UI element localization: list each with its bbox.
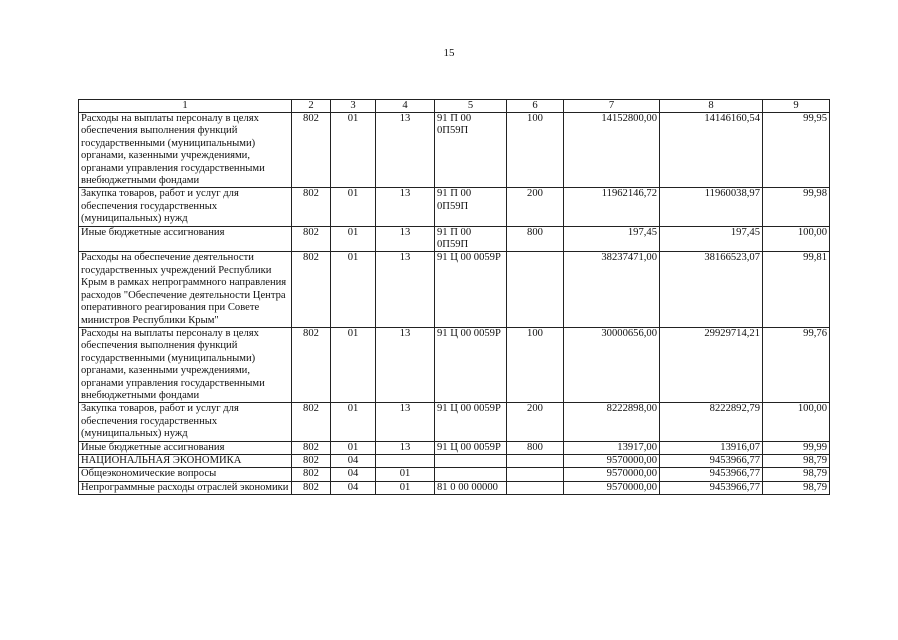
subsection-code: 13 — [376, 441, 435, 454]
header-cell-3: 3 — [331, 100, 376, 113]
table-row — [79, 327, 830, 402]
header-cell-1: 1 — [79, 100, 292, 113]
section-code: 01 — [331, 226, 376, 252]
ministry-code: 802 — [292, 468, 331, 481]
target-article-code: 91 П 00 0П59П — [435, 188, 507, 226]
expense-type-code: 800 — [507, 441, 564, 454]
section-code: 01 — [331, 327, 376, 402]
execution-percent: 98,79 — [763, 481, 830, 494]
ministry-code: 802 — [292, 188, 331, 226]
expense-name: НАЦИОНАЛЬНАЯ ЭКОНОМИКА — [79, 454, 292, 467]
subsection-code: 01 — [376, 468, 435, 481]
execution-percent: 99,76 — [763, 327, 830, 402]
subsection-code: 13 — [376, 327, 435, 402]
table-row — [79, 481, 830, 494]
planned-amount: 38237471,00 — [564, 252, 660, 327]
section-code: 01 — [331, 113, 376, 188]
target-article-code: 91 П 00 0П59П — [435, 226, 507, 252]
header-cell-4: 4 — [376, 100, 435, 113]
subsection-code: 13 — [376, 188, 435, 226]
executed-amount: 38166523,07 — [660, 252, 763, 327]
header-cell-2: 2 — [292, 100, 331, 113]
expense-type-code: 100 — [507, 113, 564, 188]
expense-type-code — [507, 481, 564, 494]
section-code: 04 — [331, 454, 376, 467]
expense-name: Общеэкономические вопросы — [79, 468, 292, 481]
expense-type-code: 800 — [507, 226, 564, 252]
planned-amount: 197,45 — [564, 226, 660, 252]
target-article-code: 91 Ц 00 0059Р — [435, 403, 507, 441]
section-code: 01 — [331, 252, 376, 327]
budget-table — [78, 99, 830, 495]
planned-amount: 9570000,00 — [564, 468, 660, 481]
expense-name: Расходы на выплаты персоналу в целях обеспечения выполнения функций государственными (муниципальными) органами, казенными учреждениями, органами управления государственными внебюджетными фондами — [79, 113, 292, 188]
table-row — [79, 441, 830, 454]
expense-name: Расходы на выплаты персоналу в целях обеспечения выполнения функций государственными (муниципальными) органами, казенными учреждениями, органами управления государственными внебюджетными фондами — [79, 327, 292, 402]
header-row — [79, 100, 830, 113]
expense-name: Иные бюджетные ассигнования — [79, 441, 292, 454]
expense-type-code: 200 — [507, 403, 564, 441]
subsection-code — [376, 454, 435, 467]
planned-amount: 8222898,00 — [564, 403, 660, 441]
section-code: 01 — [331, 403, 376, 441]
executed-amount: 9453966,77 — [660, 468, 763, 481]
ministry-code: 802 — [292, 454, 331, 467]
page-number: 15 — [443, 47, 455, 59]
ministry-code: 802 — [292, 481, 331, 494]
header-cell-8: 8 — [660, 100, 763, 113]
ministry-code: 802 — [292, 327, 331, 402]
execution-percent: 99,95 — [763, 113, 830, 188]
planned-amount: 9570000,00 — [564, 454, 660, 467]
ministry-code: 802 — [292, 403, 331, 441]
table-row — [79, 468, 830, 481]
expense-type-code — [507, 454, 564, 467]
expense-type-code: 100 — [507, 327, 564, 402]
target-article-code: 91 Ц 00 0059Р — [435, 252, 507, 327]
header-cell-6: 6 — [507, 100, 564, 113]
target-article-code: 91 П 00 0П59П — [435, 113, 507, 188]
expense-type-code — [507, 468, 564, 481]
subsection-code: 13 — [376, 226, 435, 252]
executed-amount: 9453966,77 — [660, 454, 763, 467]
planned-amount: 11962146,72 — [564, 188, 660, 226]
ministry-code: 802 — [292, 226, 331, 252]
execution-percent: 99,81 — [763, 252, 830, 327]
execution-percent: 98,79 — [763, 468, 830, 481]
table-row — [79, 454, 830, 467]
execution-percent: 99,98 — [763, 188, 830, 226]
expense-name: Непрограммные расходы отраслей экономики — [79, 481, 292, 494]
execution-percent: 98,79 — [763, 454, 830, 467]
expense-name: Закупка товаров, работ и услуг для обеспечения государственных (муниципальных) нужд — [79, 188, 292, 226]
executed-amount: 29929714,21 — [660, 327, 763, 402]
target-article-code: 91 Ц 00 0059Р — [435, 327, 507, 402]
section-code: 01 — [331, 188, 376, 226]
expense-type-code: 200 — [507, 188, 564, 226]
subsection-code: 13 — [376, 403, 435, 441]
executed-amount: 197,45 — [660, 226, 763, 252]
execution-percent: 100,00 — [763, 403, 830, 441]
execution-percent: 99,99 — [763, 441, 830, 454]
expense-name: Иные бюджетные ассигнования — [79, 226, 292, 252]
executed-amount: 8222892,79 — [660, 403, 763, 441]
header-cell-7: 7 — [564, 100, 660, 113]
ministry-code: 802 — [292, 441, 331, 454]
executed-amount: 13916,07 — [660, 441, 763, 454]
executed-amount: 9453966,77 — [660, 481, 763, 494]
planned-amount: 13917,00 — [564, 441, 660, 454]
executed-amount: 14146160,54 — [660, 113, 763, 188]
expense-name: Закупка товаров, работ и услуг для обеспечения государственных (муниципальных) нужд — [79, 403, 292, 441]
header-cell-5: 5 — [435, 100, 507, 113]
target-article-code — [435, 454, 507, 467]
target-article-code — [435, 468, 507, 481]
planned-amount: 30000656,00 — [564, 327, 660, 402]
target-article-code: 81 0 00 00000 — [435, 481, 507, 494]
table-row — [79, 403, 830, 441]
planned-amount: 9570000,00 — [564, 481, 660, 494]
ministry-code: 802 — [292, 252, 331, 327]
subsection-code: 13 — [376, 252, 435, 327]
execution-percent: 100,00 — [763, 226, 830, 252]
executed-amount: 11960038,97 — [660, 188, 763, 226]
ministry-code: 802 — [292, 113, 331, 188]
section-code: 04 — [331, 468, 376, 481]
target-article-code: 91 Ц 00 0059Р — [435, 441, 507, 454]
section-code: 04 — [331, 481, 376, 494]
table-row — [79, 226, 830, 252]
table-row — [79, 252, 830, 327]
expense-type-code — [507, 252, 564, 327]
section-code: 01 — [331, 441, 376, 454]
subsection-code: 13 — [376, 113, 435, 188]
subsection-code: 01 — [376, 481, 435, 494]
planned-amount: 14152800,00 — [564, 113, 660, 188]
expense-name: Расходы на обеспечение деятельности государственных учреждений Республики Крым в рамках непрограммного направления расходов "Обеспечение деятельности Центра оперативного реагирования при Совете министров Республики Крым" — [79, 252, 292, 327]
table-row — [79, 188, 830, 226]
header-cell-9: 9 — [763, 100, 830, 113]
table-row — [79, 113, 830, 188]
